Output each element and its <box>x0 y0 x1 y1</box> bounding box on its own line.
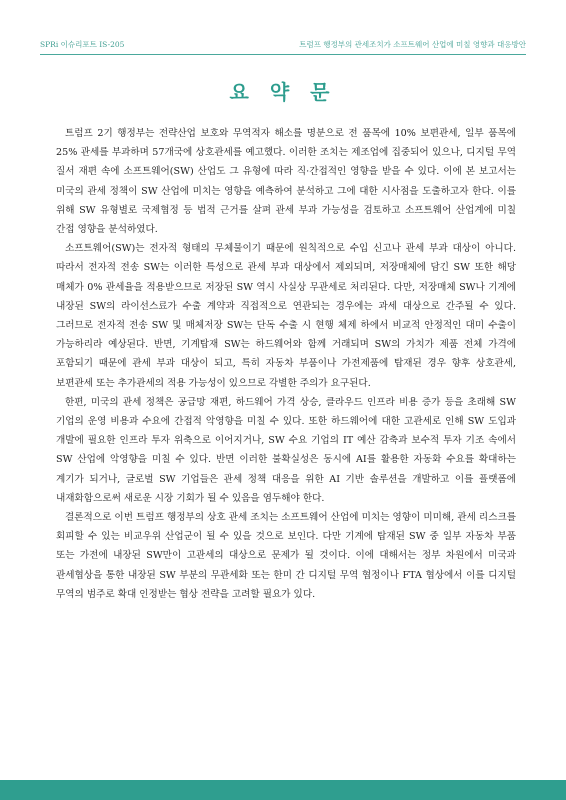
footer-bar <box>0 780 566 800</box>
summary-paragraph-2: 소프트웨어(SW)는 전자적 형태의 무체물이기 때문에 원칙적으로 수입 신고나 관세 부과 대상이 아니다. 따라서 전자적 전송 SW는 이러한 특성으로 관세 부과 대상에서 제외되며, 저장매체에 담긴 SW 또한 해당 매체가 0% 관세율을 적용받으므로 저장된 SW 역시 사실상 무관세로 처리된다. 다만, 저장매체 SW나 기계에 내장된 SW의 라이선스료가 수출 계약과 직접적으로 연관되는 경우에는 과세 대상으로 간주될 수 있다. 그러므로 전자적 전송 SW 및 매체저장 SW는 단독 수출 시 현행 체제 하에서 비교적 안정적인 대미 수출이 가능하리라 예상된다. 반면, 기계탑재 SW는 하드웨어와 함께 거래되며 SW의 가치가 제품 전체 가격에 포함되기 때문에 관세 부과 대상이 되고, 특히 자동차 부품이나 가전제품에 탑재된 경우 향후 상호관세, 보편관세 또는 추가관세의 적용 가능성이 있으므로 각별한 주의가 요구된다. <box>56 243 516 389</box>
summary-body <box>56 124 516 604</box>
summary-paragraph-4: 결론적으로 이번 트럼프 행정부의 상호 관세 조치는 소프트웨어 산업에 미치는 영향이 미미해, 관세 리스크를 회피할 수 있는 비교우위 산업군이 될 수 있을 것으로 보인다. 다만 기계에 탑재된 SW 중 일부 자동차 부품 또는 가전에 내장된 SW만이 고관세의 대상으로 문제가 될 것이다. 이에 대해서는 정부 차원에서 미국과 관세협상을 통한 내장된 SW 부분의 무관세화 또는 한미 간 디지털 무역 협정이나 FTA 협상에서 이를 디지털 무역의 범주로 확대 인정받는 협상 전략을 고려할 필요가 있다. <box>56 512 516 600</box>
report-title-running: 트럼프 행정부의 관세조치가 소프트웨어 산업에 미칠 영향과 대응방안 <box>299 40 526 49</box>
page-header <box>40 40 526 55</box>
page-title: 요 약 문 <box>229 80 337 104</box>
summary-paragraph-1: 트럼프 2기 행정부는 전략산업 보호와 무역적자 해소를 명분으로 전 품목에 10% 보편관세, 일부 품목에 25% 관세를 부과하며 57개국에 상호관세를 예고했다. 이러한 조치는 제조업에 집중되어 있으나, 디지털 무역 질서 재편 속에 소프트웨어(SW) 산업도 그 유형에 따라 직·간접적인 영향을 받을 수 있다. 이에 본 보고서는 미국의 관세 정책이 SW 산업에 미치는 영향을 예측하여 분석하고 그에 대한 시사점을 도출하고자 한다. 이를 위해 SW 유형별로 국제협정 등 법적 근거를 살펴 관세 부과 가능성을 검토하고 소프트웨어 산업계에 미칠 간접 영향을 분석하였다. <box>56 128 516 236</box>
report-id: SPRi 이슈리포트 IS-205 <box>40 40 125 49</box>
summary-paragraph-3: 한편, 미국의 관세 정책은 공급망 재편, 하드웨어 가격 상승, 클라우드 인프라 비용 증가 등을 초래해 SW 기업의 운영 비용과 수요에 간접적 악영향을 미칠 수 있다. 또한 하드웨어에 대한 고관세로 인해 SW 도입과 개발에 필요한 인프라 투자 위축으로 이어지거나, SW 수요 기업의 IT 예산 감축과 보수적 투자 기조 속에서 SW 산업에 악영향을 미칠 수 있다. 반면 이러한 불확실성은 동시에 AI를 활용한 자동화 수요를 확대하는 계기가 되거나, 글로벌 SW 기업들은 관세 정책 대응을 위한 AI 기반 솔루션을 개발하고 이를 플랫폼에 내재화함으로써 새로운 시장 기회가 될 수 있음을 염두해야 한다. <box>56 396 516 504</box>
